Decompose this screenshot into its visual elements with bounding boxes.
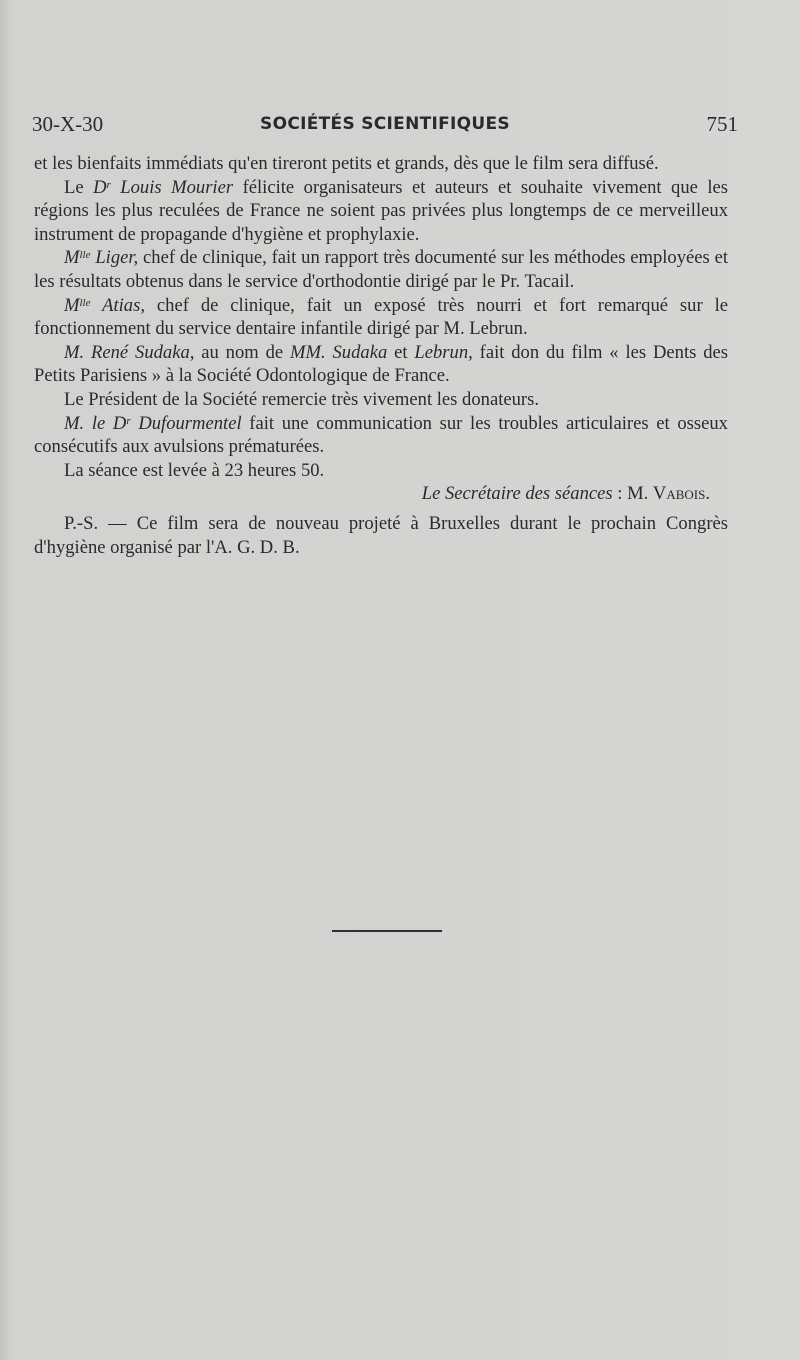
paragraph: La séance est levée à 23 heures 50. (64, 459, 325, 481)
paragraph (34, 341, 728, 388)
superscript: lle (79, 249, 91, 262)
person-name: MM. Sudaka (290, 341, 388, 363)
person-name: Louis Mourier (110, 176, 234, 198)
signature-role: Le Secrétaire des séances (421, 483, 613, 505)
signature (34, 482, 728, 506)
section-title: SOCIÉTÉS SCIENTIFIQUES (260, 114, 510, 134)
paragraph (34, 246, 728, 293)
text: et (387, 341, 415, 363)
paragraph (34, 412, 728, 459)
text: Le (64, 176, 94, 198)
person-name: Lebrun, (414, 341, 473, 363)
text: fait don du film « les Dents des Petits Parisiens » à la Société Odontologique de France. (34, 341, 729, 387)
text: fait une communication sur les troubles articulaires et osseux consécutifs aux avulsions prématurées. (34, 412, 728, 458)
person-name: Atias, (90, 294, 145, 316)
text: félicite organisateurs et auteurs et souhaite vivement que les régions les plus reculées de France ne soient pas privées plus longtemps de ce merveilleux instrument de propagande d'hygiène et prophylaxie. (34, 176, 729, 245)
running-head (32, 112, 738, 142)
superscript: r (126, 414, 131, 427)
title-abbrev: M (64, 294, 80, 316)
text: chef de clinique, fait un rapport très documenté sur les méthodes employées et les résultats obtenus dans le service d'orthodontie dirigé par le Pr. Tacail. (34, 247, 728, 292)
person-name: Dufourmentel (130, 412, 242, 434)
paragraph: et les bienfaits immédiats qu'en tireront petits et grands, dès que le film sera diffusé. (34, 153, 659, 174)
end-rule (332, 930, 442, 932)
title-abbrev: D (93, 176, 107, 198)
postscript: P.-S. — Ce film sera de nouveau projeté à Bruxelles durant le prochain Congrès d'hygiène organisé par l'A. G. D. B. (34, 512, 728, 558)
article-body (34, 152, 728, 559)
superscript: r (106, 178, 111, 191)
person-name: M. le D (64, 412, 127, 434)
person-name: M. René Sudaka, (64, 341, 195, 363)
text: chef de clinique, fait un exposé très nourri et fort remarqué sur le fonctionnement du service dentaire infantile dirigé par M. Lebrun. (34, 294, 728, 340)
text: au nom de (194, 341, 291, 363)
title-abbrev: M (64, 247, 80, 269)
text: : M. (612, 483, 653, 505)
paragraph (34, 294, 728, 341)
signature-name: Vabois. (652, 483, 710, 505)
page-number: 751 (706, 112, 738, 136)
paragraph: Le Président de la Société remercie très vivement les donateurs. (64, 388, 539, 410)
issue-date: 30-X-30 (32, 112, 104, 136)
superscript: lle (79, 296, 91, 309)
person-name: Liger, (90, 247, 139, 269)
paragraph (34, 176, 728, 247)
